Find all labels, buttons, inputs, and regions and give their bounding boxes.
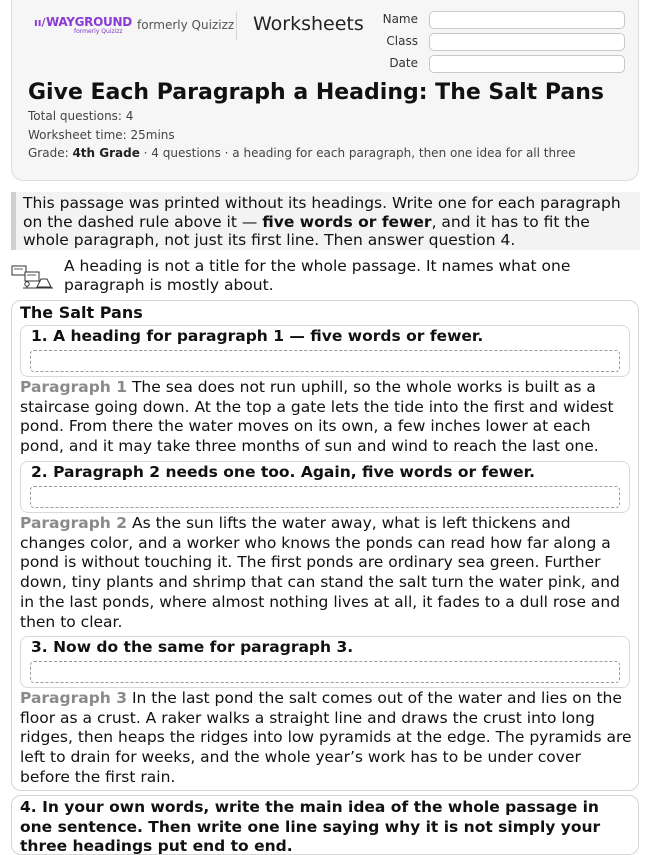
header-divider	[236, 12, 237, 40]
paragraph-1	[20, 378, 632, 457]
name-field[interactable]	[429, 11, 625, 29]
question-2-card	[20, 461, 630, 513]
class-field[interactable]	[429, 33, 625, 51]
grade-suffix: · 4 questions · a heading for each paragraph, then one idea for all three	[139, 146, 576, 160]
question-1-text: 1. A heading for paragraph 1 — five words or fewer.	[31, 327, 484, 345]
total-questions: Total questions: 4	[28, 109, 134, 123]
instructions-text-1: This passage was printed without its headings. Write one for each paragraph on the dashed rule above it —	[23, 194, 621, 231]
grade-prefix: Grade:	[28, 146, 73, 160]
tip-text: A heading is not a title for the whole passage. It names what one paragraph is mostly about.	[64, 257, 571, 294]
grade-line	[28, 146, 576, 160]
paragraph-2-text: As the sun lifts the water away, what is left thickens and changes color, and a worker who knows the ponds can read how far along a pond is without touching it. The first ponds are ordinary sea green. Further down, tiny plants and shrimp that can stand the salt turn the water pink, and in the last ponds, where almost nothing lives at all, it fades to a dull rose and then to clear.	[20, 514, 621, 631]
passage-title: The Salt Pans	[20, 303, 143, 322]
instructions-emphasis: five words or fewer	[262, 212, 432, 231]
heading-1-input[interactable]	[30, 350, 620, 372]
paragraph-3	[20, 689, 632, 788]
page-title: Give Each Paragraph a Heading: The Salt Pans	[28, 80, 604, 105]
date-field[interactable]	[429, 55, 625, 73]
logo-subtitle: formerly Quizizz	[74, 28, 123, 35]
grade-value: 4th Grade	[72, 146, 140, 160]
date-label: Date	[389, 56, 418, 70]
paragraph-1-label: Paragraph 1	[20, 378, 128, 396]
paragraph-2-label: Paragraph 2	[20, 514, 128, 532]
paragraph-3-text: In the last pond the salt comes out of the water and lies on the floor as a crust. A raker walks a straight line and draws the crust into long ridges, then heaps the ridges into low pyramids at the edge. The pyramids are left to drain for weeks, and the whole year’s work has to be under cover before the first rain.	[20, 689, 632, 786]
question-4-card	[11, 795, 639, 855]
wayground-logo	[34, 15, 134, 37]
question-3-card	[20, 636, 630, 688]
sticky-notes-icon	[11, 265, 55, 289]
logo-mark-icon: ıı/	[34, 16, 46, 29]
class-label: Class	[386, 34, 418, 48]
worksheet-time: Worksheet time: 25mins	[28, 128, 175, 142]
question-3-text: 3. Now do the same for paragraph 3.	[31, 638, 354, 656]
question-2-text: 2. Paragraph 2 needs one too. Again, five words or fewer.	[31, 463, 535, 481]
question-4-text: 4. In your own words, write the main idea of the whole passage in one sentence. Then write one line saying why it is not simply your three headings put end to end.	[20, 798, 601, 855]
heading-3-input[interactable]	[30, 661, 620, 683]
question-1-card	[20, 325, 630, 377]
formerly-label: formerly Quizizz	[137, 18, 235, 32]
logo-wordmark: WAYGROUND	[46, 15, 132, 29]
worksheets-label: Worksheets	[253, 13, 364, 35]
paragraph-1-text: The sea does not run uphill, so the whole works is built as a staircase going down. At the top a gate lets the tide into the first and widest pond. From there the water moves on its own, a few inches lower at each pond, and it may take three months of sun and wind to reach the last one.	[20, 378, 614, 456]
instructions-box	[11, 192, 640, 250]
worksheet-header	[11, 0, 639, 181]
paragraph-3-label: Paragraph 3	[20, 689, 128, 707]
heading-2-input[interactable]	[30, 486, 620, 508]
instructions-text-2: , and it has to fit the whole paragraph, not just its first line. Then answer question 4.	[23, 212, 590, 249]
name-label: Name	[382, 12, 418, 26]
paragraph-2	[20, 514, 632, 632]
passage-card	[11, 300, 639, 791]
tip-row	[11, 257, 640, 297]
